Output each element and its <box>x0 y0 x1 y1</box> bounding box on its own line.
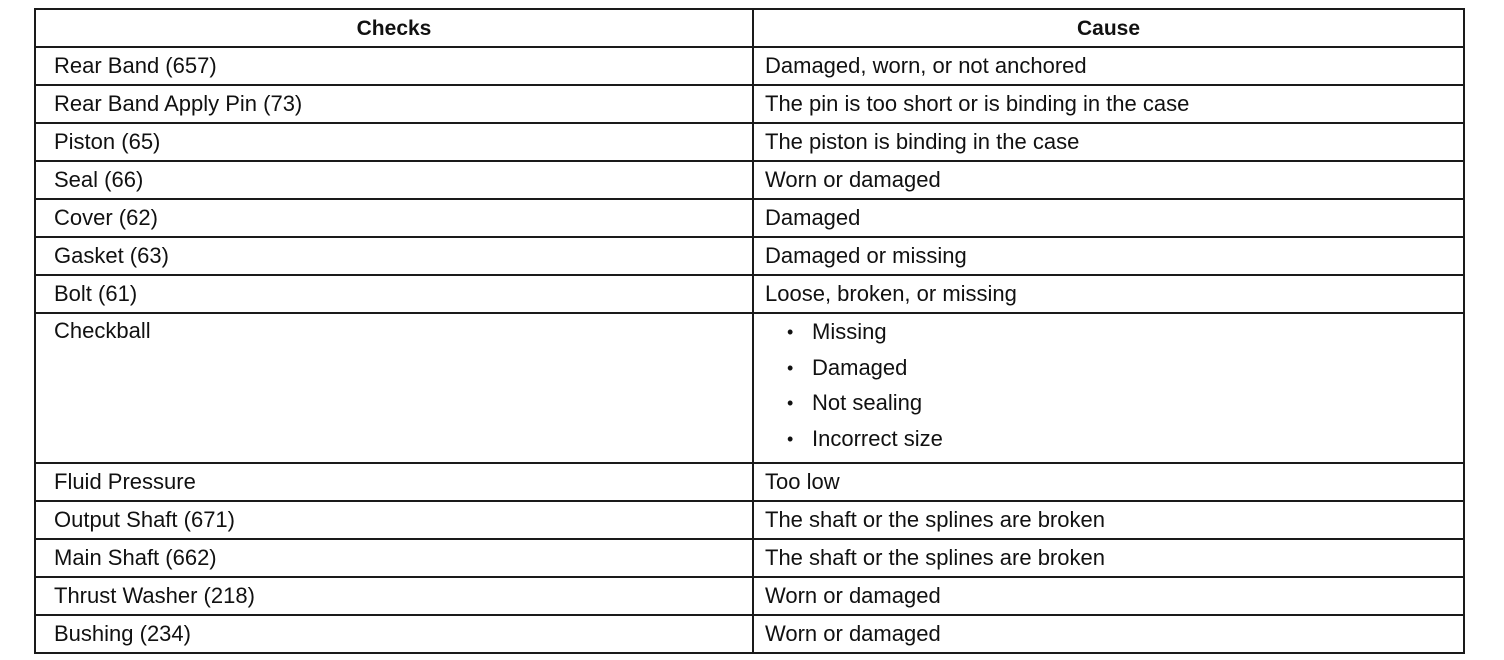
cause-cell: Worn or damaged <box>753 161 1464 199</box>
check-cell: Checkball <box>35 313 753 463</box>
cause-cell: The shaft or the splines are broken <box>753 501 1464 539</box>
check-cell: Piston (65) <box>35 123 753 161</box>
cause-cell: Loose, broken, or missing <box>753 275 1464 313</box>
cause-bullet-item <box>787 318 1453 354</box>
check-cell: Seal (66) <box>35 161 753 199</box>
check-cell: Thrust Washer (218) <box>35 577 753 615</box>
check-cell: Output Shaft (671) <box>35 501 753 539</box>
cause-bullet-text: Damaged <box>812 354 908 380</box>
table-row <box>35 313 1464 463</box>
cause-column-header: Cause <box>753 9 1464 47</box>
table-row <box>35 47 1464 85</box>
check-cell: Rear Band Apply Pin (73) <box>35 85 753 123</box>
table-row <box>35 501 1464 539</box>
table-row <box>35 237 1464 275</box>
check-cell: Cover (62) <box>35 199 753 237</box>
cause-cell: Worn or damaged <box>753 615 1464 653</box>
check-cell: Bushing (234) <box>35 615 753 653</box>
cause-cell: Damaged, worn, or not anchored <box>753 47 1464 85</box>
cause-bullet-text: Missing <box>812 319 887 344</box>
table-row <box>35 577 1464 615</box>
cause-cell: Damaged or missing <box>753 237 1464 275</box>
table-row <box>35 615 1464 653</box>
table-row <box>35 85 1464 123</box>
cause-bullet-item <box>787 354 1453 390</box>
cause-cell <box>753 313 1464 463</box>
check-cell: Gasket (63) <box>35 237 753 275</box>
check-cell: Main Shaft (662) <box>35 539 753 577</box>
cause-bullet-text: Not sealing <box>812 390 923 415</box>
bullet-icon: • <box>787 428 794 449</box>
checks-column-header: Checks <box>35 9 753 47</box>
cause-cell: Damaged <box>753 199 1464 237</box>
cause-cell: The pin is too short or is binding in the case <box>753 85 1464 123</box>
cause-bullet-item <box>787 425 1453 461</box>
check-cell: Rear Band (657) <box>35 47 753 85</box>
table-row <box>35 539 1464 577</box>
check-cell: Bolt (61) <box>35 275 753 313</box>
table-header-row <box>35 9 1464 47</box>
cause-cell: Worn or damaged <box>753 577 1464 615</box>
table-row <box>35 161 1464 199</box>
bullet-icon: • <box>787 357 794 378</box>
table-row <box>35 199 1464 237</box>
table-row <box>35 123 1464 161</box>
cause-bullet-list <box>765 314 1453 460</box>
bullet-icon: • <box>787 393 794 413</box>
cause-cell: Too low <box>753 463 1464 501</box>
table-row <box>35 275 1464 313</box>
cause-bullet-item <box>787 389 1453 425</box>
check-cell: Fluid Pressure <box>35 463 753 501</box>
bullet-icon: • <box>787 322 794 342</box>
cause-cell: The shaft or the splines are broken <box>753 539 1464 577</box>
table-row <box>35 463 1464 501</box>
cause-bullet-text: Incorrect size <box>812 425 943 451</box>
cause-cell: The piston is binding in the case <box>753 123 1464 161</box>
diagnosis-table <box>34 8 1465 654</box>
